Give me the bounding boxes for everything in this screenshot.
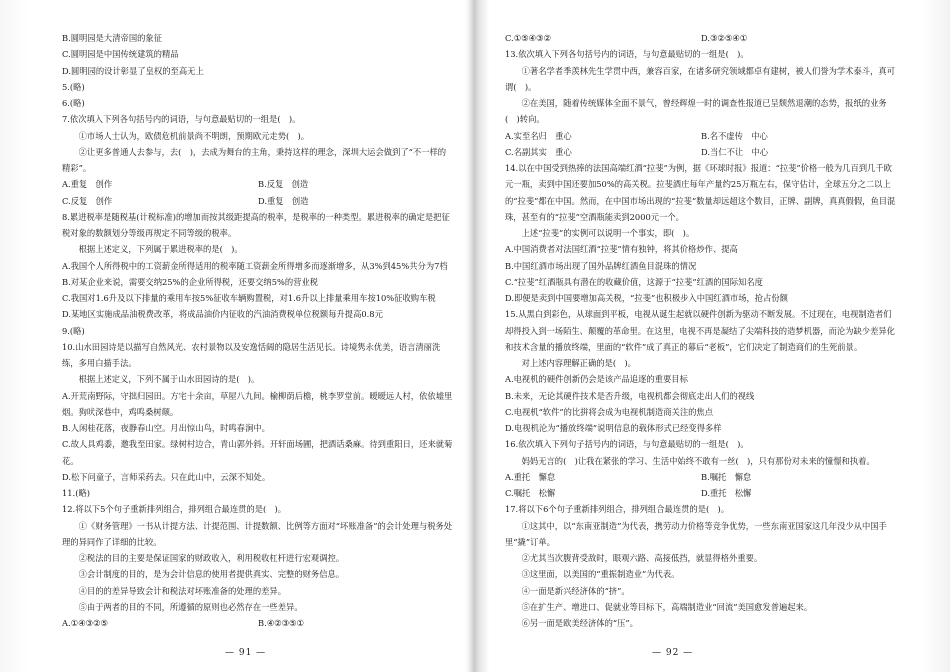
option-b: D.重托 松懈	[701, 488, 752, 498]
binding-shadow	[469, 0, 479, 672]
option-b: D.当仁不让 中心	[701, 146, 769, 157]
text-line: 15.从黑白到彩色，从球面到平板，电视从诞生起就以硬件创新为驱动不断发展。不过现在，电视制造者们却得投入到一场陌生、颠覆的革命里。在这里，电视不再是凝结了尖端科技的造梦机器，而沦为缺少差异化和技术含量的播放终端，里面的“软件”成了真正的幕后“老板”，它们决定了制造商们的生死前景。	[505, 309, 895, 352]
page-number-left: — 91 —	[225, 648, 267, 658]
text-line: D.电视机沦为“播放终端”说明信息的载体形式已经变得多样	[505, 423, 722, 433]
text-line: ⑤由于两者的目的不同，所遵循的原则也必然存在一些差异。	[78, 601, 303, 612]
text-line: ②尤其当次腹背受敌时，眼观六路、高接低挡，就显得格外重要。	[521, 553, 763, 563]
option-a: A.重复 创作	[62, 179, 113, 190]
text-line: ⑤在扩生产、增进口、促就业等目标下，高端制造业“回流”美国愈发普遍起来。	[521, 601, 813, 612]
text-line: B.圆明园是大清帝国的象征	[62, 33, 163, 43]
text-line: 14.以在中国受到热捧的法国高端红酒“拉斐”为例，据《环球时报》报道：“拉斐”价格一般为几百到几千欧元一瓶，卖到中国还要加50%的高关税。拉斐酒庄每年产量约25万瓶左右，保守估计，全球五分之二以上的“拉斐”都在中国。然而，在中国市场出现的“拉斐”数量却远超这个数目，正牌、副牌，真真假假，鱼目混珠，甚至有的“拉斐”空酒瓶能卖到2000元一个。	[505, 163, 896, 222]
text-line: C.电视机“软件”的比拼将会成为电视机制造商关注的焦点	[505, 406, 714, 417]
option-a: A.①④③②⑤	[62, 618, 108, 628]
text-line: ①《财务管理》一书从计提方法、计提范围、计提数额、比例等方面对“坏账准备”的会计处理与税务处理的异同作了详细的比较。	[62, 520, 453, 547]
text-line: D.圆明园的设计彰显了皇权的至高无上	[62, 65, 204, 76]
text-line: ①这其中，以“东南亚制造”为代表，携劳动力价格等竞争优势，一些东南亚国家这几年没少从中国手里“撬”订单。	[505, 520, 887, 547]
option-b: D.③②⑤④①	[701, 33, 748, 43]
option-row	[505, 30, 897, 46]
text-line: 上述“拉斐”的实例可以说明一个事实，即( )。	[521, 228, 695, 238]
option-row	[505, 485, 897, 501]
right-page	[505, 30, 897, 672]
text-line: A.我国个人所得税中的工资薪金所得适用的税率随工资薪金所得增多而逐渐增多，从3%到45%共分为7档	[62, 260, 448, 271]
option-row	[505, 469, 897, 485]
option-row	[62, 615, 454, 631]
text-line: D.松下问童子，言师采药去。只在此山中，云深不知处。	[62, 471, 271, 482]
text-line: 13.依次填入下列各句括号内的词语，与句意最贴切的一组是( )。	[505, 49, 749, 60]
text-line: 6.(略)	[62, 98, 85, 108]
text-line: C.我国对1.6升及以下排量的乘用车按5%征收车辆购置税，对1.6升以上排量乘用车按10%征收购车税	[62, 293, 436, 303]
text-line: ⑥另一面是欧美经济体的“压”。	[521, 618, 638, 628]
text-line: 根据上述定义，下列属于累进税率的是( )。	[78, 244, 243, 255]
text-line: A.电视机的硬件创新仍会是该产品追逐的重要目标	[505, 374, 688, 385]
text-line: 8.累进税率是随税基(计税标准)的增加而按其级距提高的税率，是税率的一种类型。累进税率的确定是把征税对象的数额划分等级再规定不同等级的税率。	[62, 211, 450, 238]
option-b: D.重复 创造	[258, 195, 309, 206]
text-line: B.未来，无论其硬件技术是否升级，电视机都会彻底走出人们的视线	[505, 390, 755, 401]
text-line: 12.将以下5个句子重新排列组合，排列组合最连贯的是( )。	[62, 504, 287, 515]
option-row	[62, 176, 454, 192]
text-line: 9.(略)	[62, 325, 85, 336]
text-line: ④一面是新兴经济体的“挤”。	[521, 585, 630, 596]
option-a: C.嘱托 松懈	[505, 488, 556, 498]
option-a: A.重托 懈怠	[505, 471, 556, 482]
text-line: C.故人具鸡黍，邀我至田家。绿树村边合，青山郭外斜。开轩面场圃，把酒话桑麻。待到重阳日，还来就菊花。	[62, 439, 453, 466]
text-line: B.中国红酒市场出现了国外品牌红酒鱼目混珠的情况	[505, 260, 697, 271]
text-line: A.开荒南野际，守拙归园田。方宅十余亩，草屋八九间。榆柳荫后檐，桃李罗堂前。暧暧远人村，依依墟里烟。狗吠深巷中，鸡鸣桑树颠。	[62, 390, 453, 417]
left-page	[62, 30, 454, 672]
text-line: 10.山水田园诗是以描写自然风光、农村景物以及安逸恬阔的隐居生活见长。诗境隽永优美，语言清丽洗练，多用白描手法。	[62, 341, 441, 368]
text-line: 16.依次填入下列句子括号内的词语，与句意最贴切的一组是( )。	[505, 439, 749, 450]
text-line: C.“拉斐”红酒瓶具有潜在的收藏价值，这源于“拉斐”红酒的国际知名度	[505, 276, 763, 287]
text-line: 7.依次填入下列各句括号内的词语，与句意最贴切的一组是( )。	[62, 114, 301, 125]
text-line: 11.(略)	[62, 488, 90, 498]
text-line: C.圆明园是中国传统建筑的精品	[62, 49, 179, 60]
text-line: ②在美国，随着传统媒体全面不景气，曾经辉煌一时的调查性报道已呈颓然退潮的态势，报纸的业务( )转向。	[505, 98, 887, 125]
option-b: B.名不虚传 中心	[701, 130, 768, 141]
text-line: ③这里面，以美国的“重振制造业”为代表。	[521, 569, 680, 580]
page-number-right: — 92 —	[652, 648, 694, 658]
text-line: ③会计制度的目的，是为会计信息的使用者提供真实、完整的财务信息。	[78, 569, 345, 580]
option-a: C.名副其实 重心	[505, 146, 572, 157]
option-row	[505, 128, 897, 144]
option-row	[505, 144, 897, 160]
text-line: D.即便是卖到中国要增加高关税，“拉斐”也积极步入中国红酒市场，抢占份额	[505, 293, 788, 303]
text-line: B.人闲桂花落，夜静春山空。月出惊山鸟，时鸣春涧中。	[62, 423, 270, 433]
option-b: B.反复 创造	[258, 179, 309, 190]
option-a: C.①⑤④③②	[505, 33, 551, 43]
text-line: ①著名学者季羡林先生学贯中西，兼容百家，在诸多研究领域都卓有建树，被人们誉为学术泰斗，真可谓( )。	[505, 65, 895, 92]
option-a: A.实至名归 重心	[505, 130, 572, 141]
text-line: B.对某企业来说，需要交纳25%的企业所得税，还要交纳5%的营业税	[62, 276, 319, 287]
text-line: 对上述内容理解正确的是( )。	[521, 358, 636, 368]
text-line: ②让更多普通人去参与，去( )，去成为舞台的主角，秉持这样的理念，深圳大运会做到了“不一样的精彩”。	[62, 146, 447, 173]
option-row	[62, 193, 454, 209]
option-a: C.反复 创作	[62, 195, 113, 206]
option-b: B.④②③⑤①	[258, 618, 304, 628]
text-line: ②税法的目的主要是保证国家的财政收入，利用税收杠杆进行宏观调控。	[78, 553, 345, 563]
text-line: ①市场人士认为，欧债危机前景尚不明朗，预期欧元走势( )。	[78, 130, 310, 141]
text-line: D.某地区实施成品油税费改革，将成品油价内征收的汽油消费税单位税额每升提高0.8元	[62, 309, 383, 320]
text-line: 17.将以下6个句子重新排列组合，排列组合最连贯的是( )。	[505, 504, 730, 515]
option-b: B.嘱托 懈怠	[701, 471, 752, 482]
text-line: ④目的的差异导致会计和税法对坏账准备的处理的差异。	[78, 585, 287, 596]
text-line: 根据上述定义，下列不属于山水田园诗的是( )。	[78, 374, 260, 385]
text-line: 5.(略)	[62, 81, 85, 92]
text-line: 妈妈无言的( )让我在紧张的学习、生活中始终不敢有一丝( )，只有那份对未来的憧憬和执着。	[521, 455, 875, 466]
text-line: A.中国消费者对法国红酒“拉斐”情有独钟，将其价格炒作、提高	[505, 244, 738, 255]
